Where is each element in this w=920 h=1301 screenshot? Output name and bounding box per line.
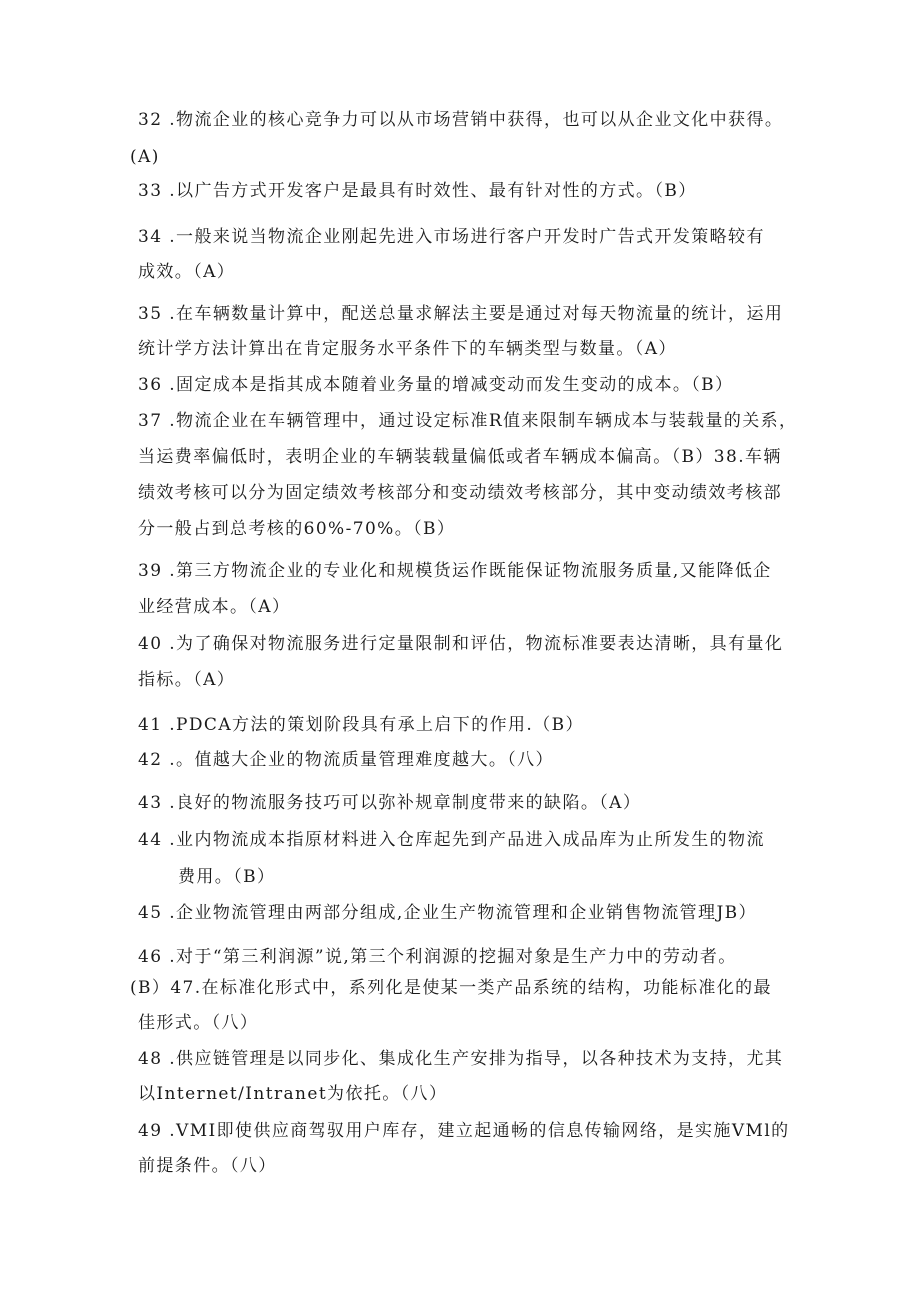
text-line: 36 .固定成本是指其成本随着业务量的增减变动而发生变动的成本。（B） xyxy=(138,375,734,395)
text-line: 分一般占到总考核的60%-70%。（B） xyxy=(138,519,456,539)
text-line: 45 .企业物流管理由两部分组成,企业生产物流管理和企业销售物流管理JB） xyxy=(138,903,757,923)
text-line: 以Internet/Intranet为依托。（八） xyxy=(138,1084,448,1104)
text-line: 统计学方法计算出在肯定服务水平条件下的车辆类型与数量。（A） xyxy=(138,339,677,359)
text-line: 44 .业内物流成本指原材料进入仓库起先到产品进入成品库为止所发生的物流 xyxy=(138,830,765,850)
text-line: 33 .以广告方式开发客户是最具有时效性、最有针对性的方式。（B） xyxy=(138,181,697,201)
text-line: 32 .物流企业的核心竞争力可以从市场营销中获得，也可以从企业文化中获得。 xyxy=(138,110,784,130)
text-line: 37 .物流企业在车辆管理中，通过设定标准R值来限制车辆成本与装载量的关系， xyxy=(138,411,798,431)
text-line: 业经营成本。（A） xyxy=(138,597,291,617)
text-line: 前提条件。（八） xyxy=(138,1156,277,1176)
text-line: 成效。（A） xyxy=(138,262,236,282)
text-line: (B）47.在标准化形式中，系列化是使某一类产品系统的结构，功能标准化的最 xyxy=(130,978,772,998)
text-line: 35 .在车辆数量计算中，配送总量求解法主要是通过对每天物流量的统计，运用 xyxy=(138,304,784,324)
text-line: 34 .一般来说当物流企业刚起先进入市场进行客户开发时广告式开发策略较有 xyxy=(138,227,765,247)
text-line: 40 .为了确保对物流服务进行定量限制和评估，物流标准要表达清晰，具有量化 xyxy=(138,634,784,654)
text-line: 43 .良好的物流服务技巧可以弥补规章制度带来的缺陷。（A） xyxy=(138,793,642,813)
text-line: 绩效考核可以分为固定绩效考核部分和变动绩效考核部分，其中变动绩效考核部 xyxy=(138,483,782,503)
text-line: 46 .对于“第三利润源”说,第三个利润源的挖掘对象是生产力中的劳动者。 xyxy=(138,947,737,967)
text-line: (A) xyxy=(130,147,160,167)
text-line: 41 .PDCA方法的策划阶段具有承上启下的作用.（B） xyxy=(138,715,584,735)
text-line: 当运费率偏低时，表明企业的车辆装载量偏低或者车辆成本偏高。（B）38.车辆 xyxy=(138,447,782,467)
text-line: 48 .供应链管理是以同步化、集成化生产安排为指导，以各种技术为支持，尤其 xyxy=(138,1049,784,1069)
text-line: 费用。（B） xyxy=(178,867,276,887)
text-line: 49 .VMI即使供应商驾驭用户库存，建立起通畅的信息传输网络，是实施VMl的 xyxy=(138,1121,790,1141)
text-line: 39 .第三方物流企业的专业化和规模货运作既能保证物流服务质量,又能降低企 xyxy=(138,561,772,581)
text-line: 42 .。值越大企业的物流质量管理难度越大。（八） xyxy=(138,750,554,770)
text-line: 指标。（A） xyxy=(138,670,236,690)
text-line: 佳形式。（八） xyxy=(138,1013,259,1033)
